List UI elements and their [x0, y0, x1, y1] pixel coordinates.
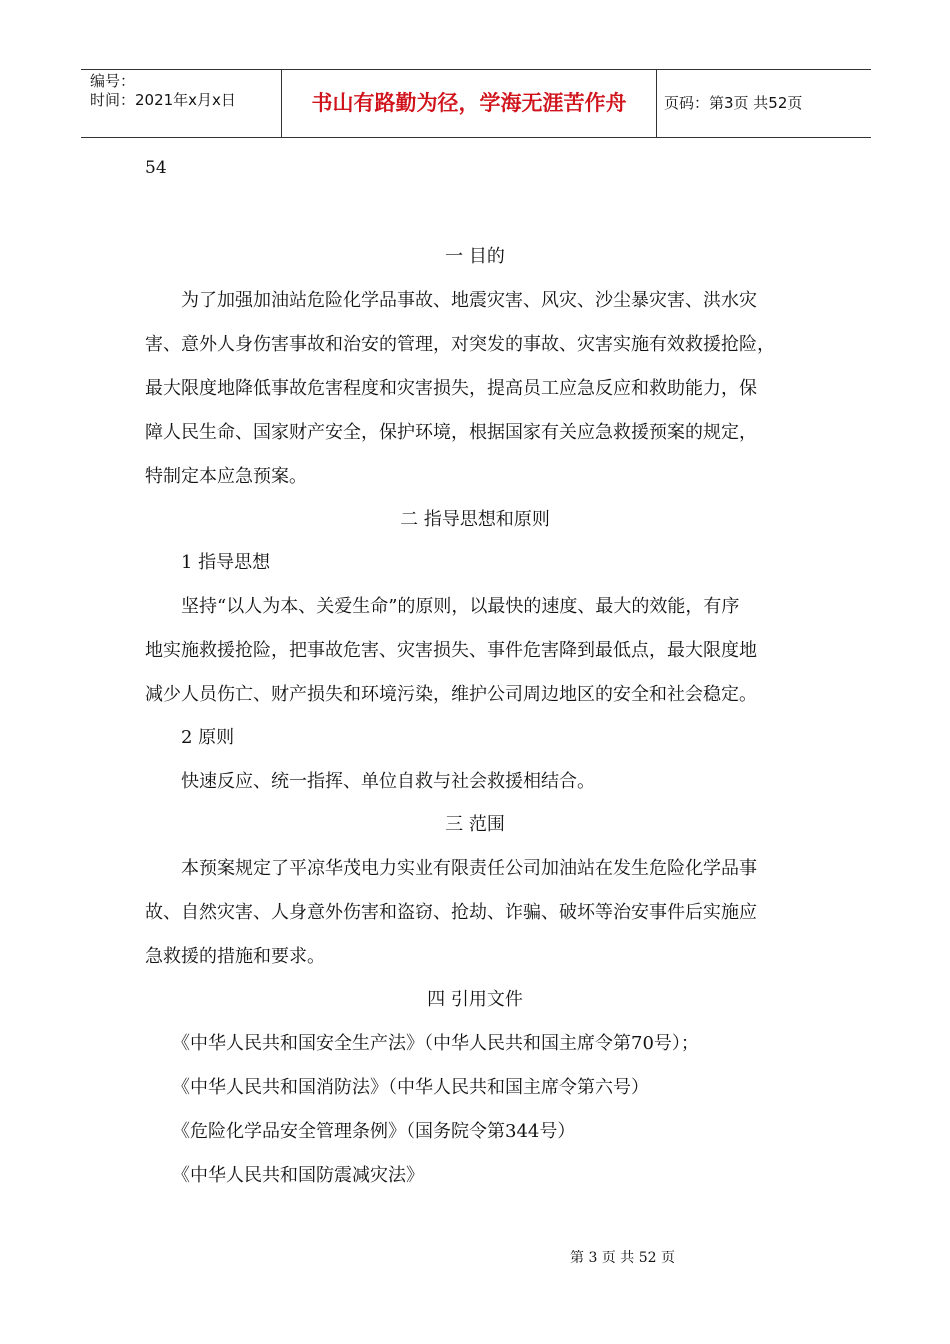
header-page-number: 页码：第3页 共52页 [664, 94, 803, 112]
page-header [81, 69, 871, 138]
section-heading-purpose: 一 目的 [445, 246, 505, 267]
paragraph-line: 快速反应、统一指挥、单位自救与社会救援相结合。 [181, 771, 595, 792]
paragraph-line: 地实施救援抢险，把事故危害、灾害损失、事件危害降到最低点，最大限度地 [145, 640, 757, 661]
paragraph-line: 障人民生命、国家财产安全，保护环境，根据国家有关应急救援预案的规定， [145, 422, 757, 443]
section-heading-guidance: 二 指导思想和原则 [400, 509, 550, 530]
subsection-heading: 1 指导思想 [181, 552, 271, 573]
reference-item: 《中华人民共和国消防法》（中华人民共和国主席令第六号） [172, 1077, 649, 1098]
subsection-heading: 2 原则 [181, 727, 235, 748]
document-number-label: 编号： [90, 72, 136, 90]
section-heading-scope: 三 范围 [445, 814, 505, 835]
header-divider [656, 70, 657, 137]
section-heading-references: 四 引用文件 [427, 989, 523, 1010]
top-page-number: 54 [145, 158, 167, 178]
paragraph-line: 坚持“以人为本、关爱生命”的原则，以最快的速度、最大的效能，有序 [181, 596, 740, 617]
paragraph-line: 本预案规定了平凉华茂电力实业有限责任公司加油站在发生危险化学品事 [181, 858, 757, 879]
reference-item: 《中华人民共和国防震减灾法》 [172, 1165, 424, 1186]
document-date-label: 时间：2021年x月x日 [90, 91, 236, 109]
header-motto: 书山有路勤为径，学海无涯苦作舟 [311, 91, 627, 115]
reference-item: 《中华人民共和国安全生产法》（中华人民共和国主席令第70号）； [172, 1033, 699, 1054]
paragraph-line: 减少人员伤亡、财产损失和环境污染，维护公司周边地区的安全和社会稳定。 [145, 684, 757, 705]
reference-item: 《危险化学品安全管理条例》（国务院令第344号） [172, 1121, 576, 1142]
paragraph-line: 故、自然灾害、人身意外伤害和盗窃、抢劫、诈骗、破坏等治安事件后实施应 [145, 902, 757, 923]
paragraph-line: 最大限度地降低事故危害程度和灾害损失，提高员工应急反应和救助能力，保 [145, 378, 757, 399]
page-footer: 第 3 页 共 52 页 [570, 1250, 675, 1266]
paragraph-line: 急救援的措施和要求。 [145, 946, 325, 967]
paragraph-line: 特制定本应急预案。 [145, 466, 307, 487]
header-meta [81, 70, 281, 137]
paragraph-line: 害、意外人身伤害事故和治安的管理，对突发的事故、灾害实施有效救援抢险， [145, 334, 775, 355]
paragraph-line: 为了加强加油站危险化学品事故、地震灾害、风灾、沙尘暴灾害、洪水灾 [181, 290, 757, 311]
